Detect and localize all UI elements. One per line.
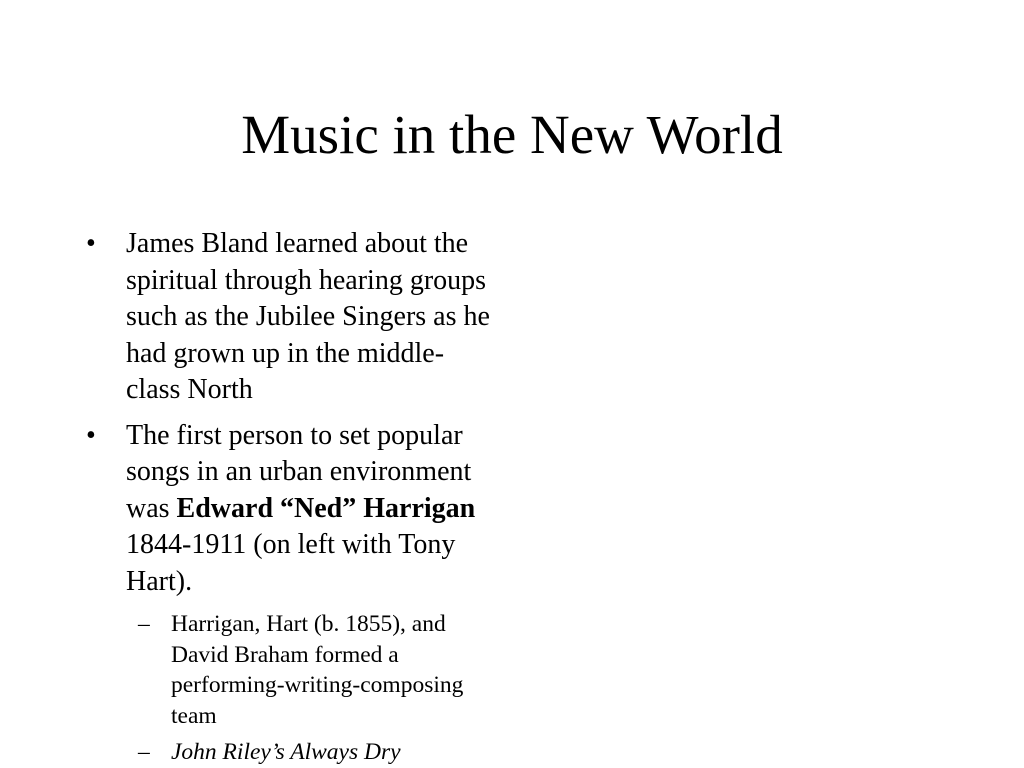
sub-bullet-text-line: David Braham formed a bbox=[171, 641, 399, 668]
bullet-text-line: songs in an urban environment bbox=[126, 456, 472, 487]
bullet-text-line bbox=[126, 491, 598, 528]
bullet-item-harrigan bbox=[78, 418, 598, 601]
bullet-text-line: Hart). bbox=[126, 565, 193, 597]
bullet-text-line: had grown up in the middle- bbox=[126, 337, 445, 369]
bullet-text-prefix: was bbox=[126, 492, 177, 524]
bullet-item-james-bland bbox=[78, 226, 598, 409]
bullet-text-line: spiritual through hearing groups bbox=[126, 264, 487, 296]
sub-bullet-item-song bbox=[78, 737, 598, 768]
bullet-text-line: 1844-1911 (on left with Tony bbox=[126, 529, 456, 560]
sub-bullet-text-line: Harrigan, Hart (b. 1855), and bbox=[171, 611, 446, 637]
song-title-italic: John Riley’s Always Dry bbox=[171, 739, 401, 765]
bullet-text-line: such as the Jubilee Singers as he bbox=[126, 301, 490, 332]
sub-bullet-marker: – bbox=[138, 611, 150, 637]
slide-body bbox=[78, 226, 598, 768]
sub-bullet-text-line: team bbox=[171, 702, 217, 729]
sub-bullet-text-line: performing-writing-composing bbox=[171, 672, 464, 698]
harrigan-name-bold: Edward “Ned” Harrigan bbox=[176, 492, 476, 524]
bullet-text-line: James Bland learned about the bbox=[126, 228, 469, 259]
sub-bullet-marker: – bbox=[138, 739, 150, 765]
bullet-text-line: class North bbox=[126, 374, 253, 405]
bullet-marker: • bbox=[86, 228, 96, 259]
bullet-text-line: The first person to set popular bbox=[126, 419, 463, 451]
sub-bullet-item-team bbox=[78, 609, 598, 731]
sub-bullet-list bbox=[78, 609, 598, 768]
bullet-marker: • bbox=[86, 419, 96, 451]
slide-title: Music in the New World bbox=[241, 104, 783, 165]
